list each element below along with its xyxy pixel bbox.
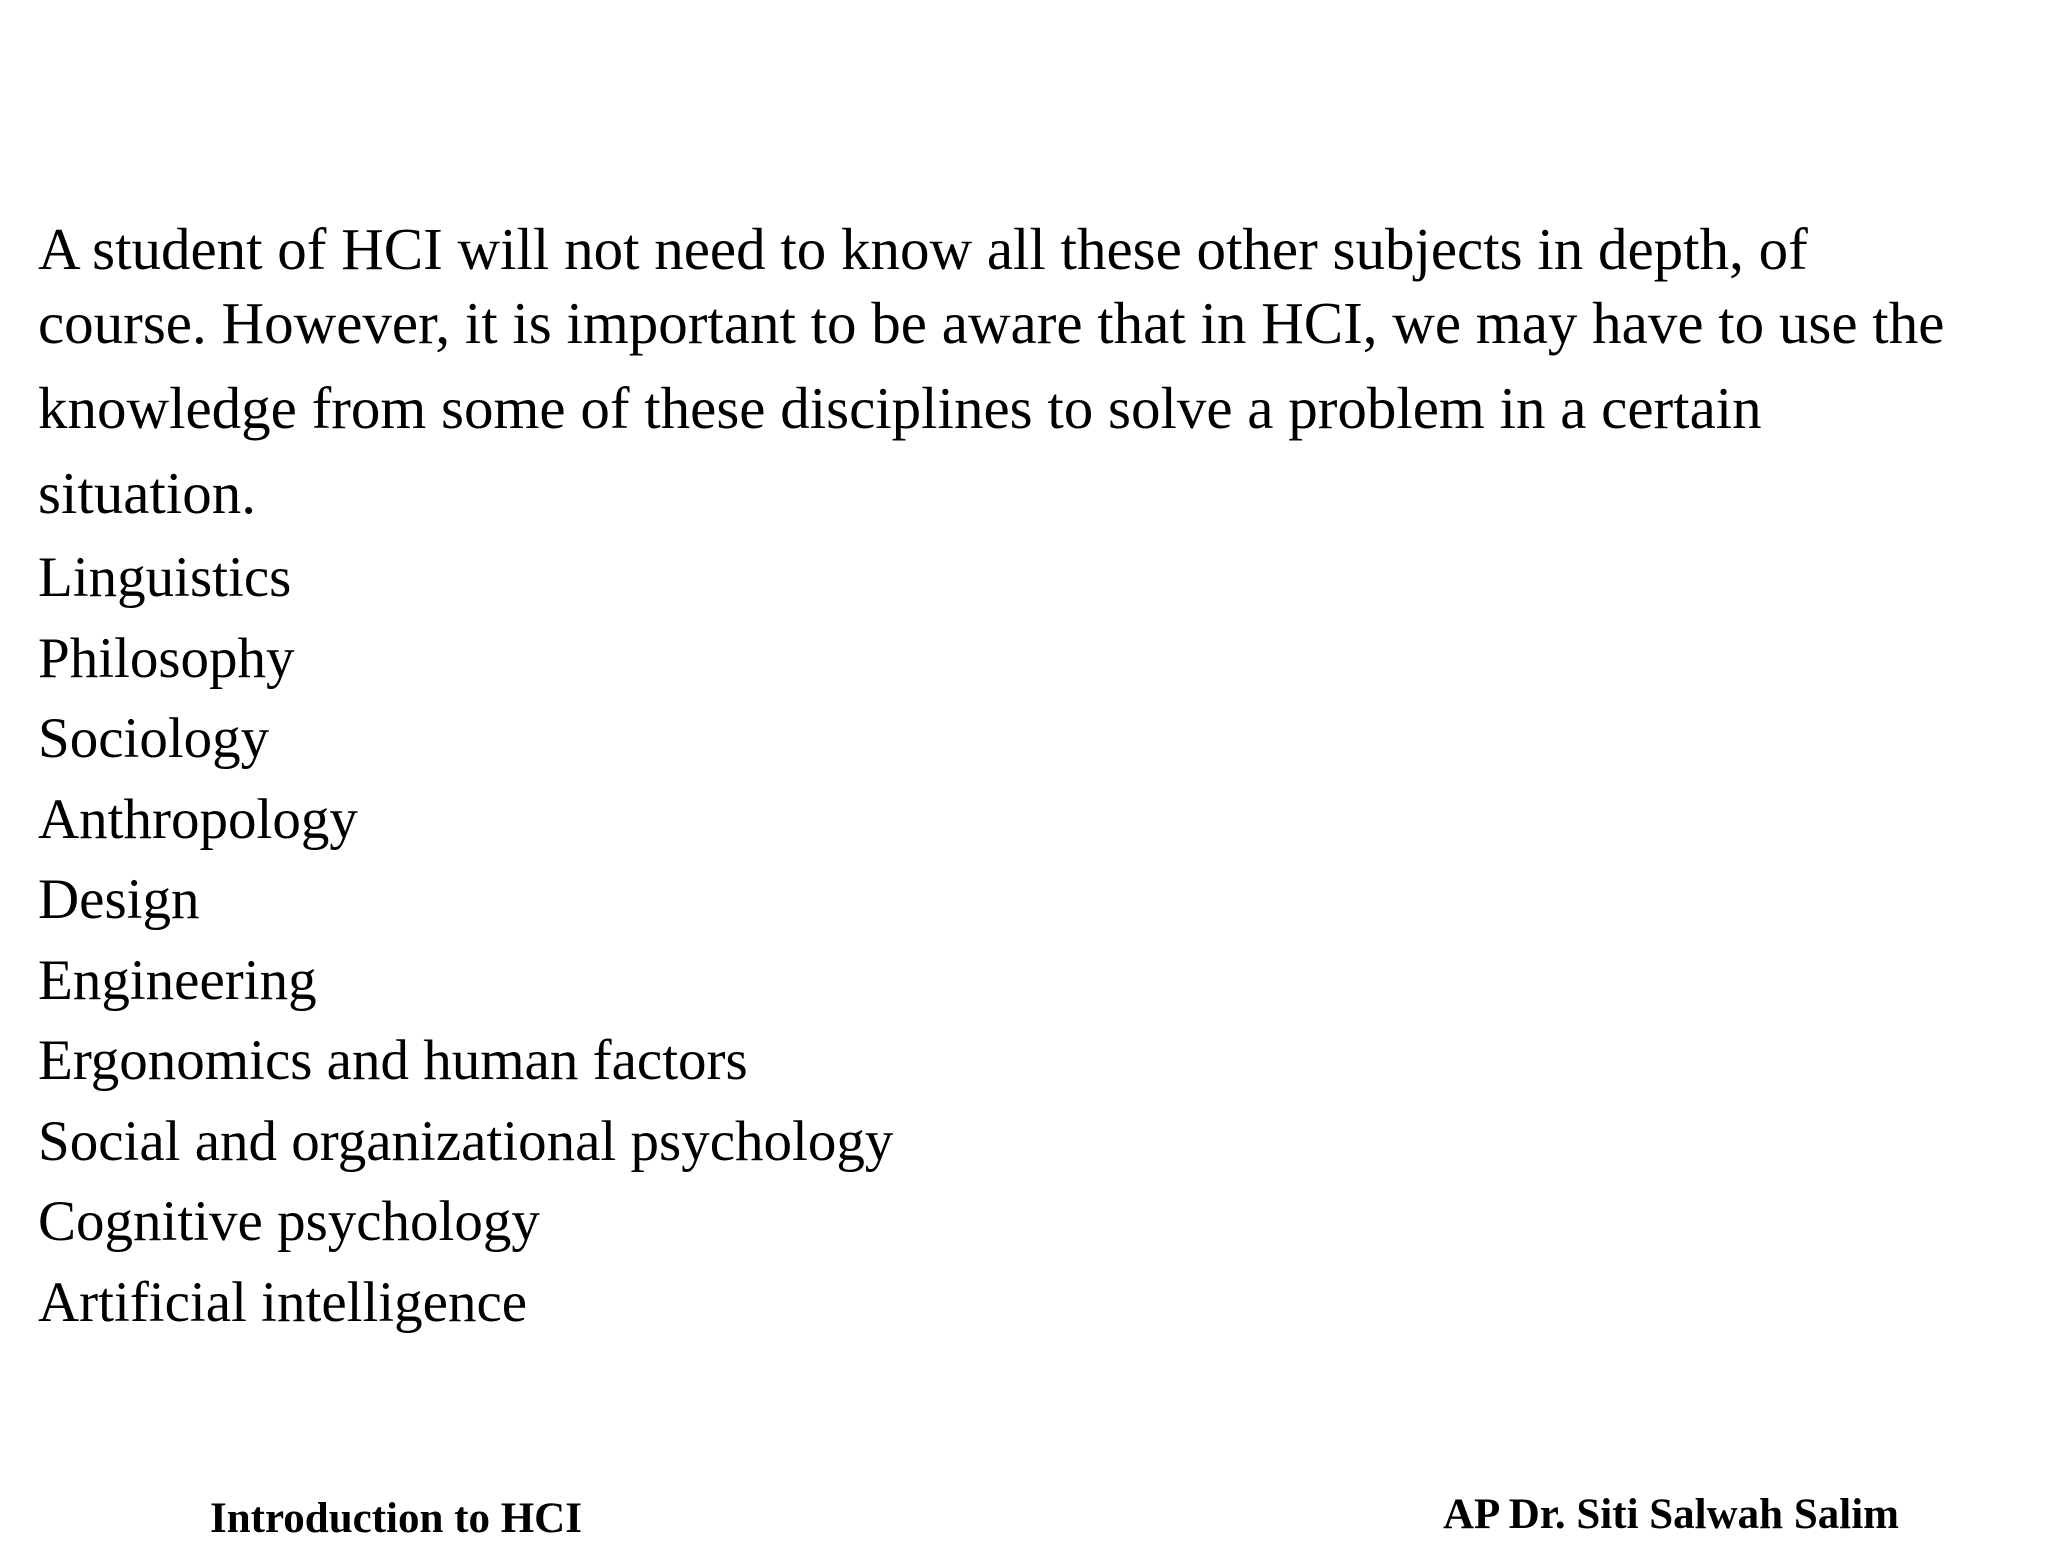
paragraph-line: course. However, it is important to be aware that in HCI, we may have to use the [38,290,1945,356]
footer-author: AP Dr. Siti Salwah Salim [1443,1491,1899,1538]
paragraph-line: knowledge from some of these disciplines to solve a problem in a certain [38,375,1762,441]
list-item: Social and organizational psychology [38,1109,894,1173]
list-item: Engineering [38,948,317,1012]
list-item: Artificial intelligence [38,1270,528,1334]
list-item: Sociology [38,707,270,770]
paragraph-line: situation. [38,460,256,526]
list-item: Design [38,868,200,931]
list-item: Philosophy [38,626,295,690]
footer-course-title: Introduction to HCI [210,1495,582,1542]
list-item: Ergonomics and human factors [38,1029,748,1092]
list-item: Anthropology [38,787,358,851]
list-item: Linguistics [38,546,292,609]
paragraph-line: A student of HCI will not need to know all these other subjects in depth, of [38,216,1808,282]
list-item: Cognitive psychology [38,1190,540,1253]
